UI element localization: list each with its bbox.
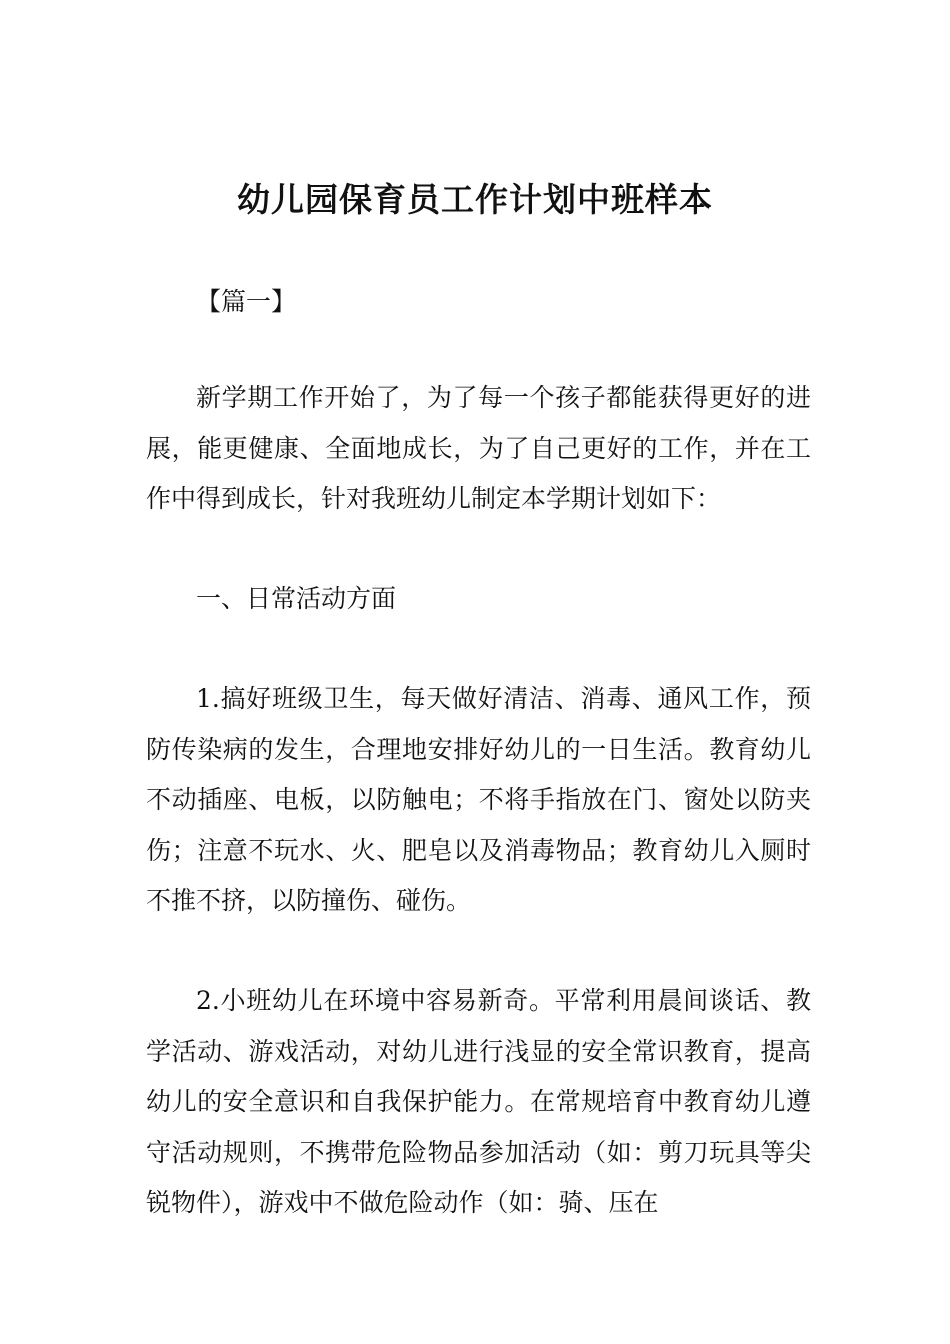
document-title: 幼儿园保育员工作计划中班样本 xyxy=(237,180,713,219)
intro-paragraph: 新学期工作开始了，为了每一个孩子都能获得更好的进展，能更健康、全面地成长，为了自己更好的工作，并在工作中得到成长，针对我班幼儿制定本学期计划如下： xyxy=(146,383,811,513)
list-item-2-paragraph: 2.小班幼儿在环境中容易新奇。平常利用晨间谈话、教学活动、游戏活动，对幼儿进行浅显的安全常识教育，提高幼儿的安全意识和自我保护能力。在常规培育中教育幼儿遵守活动规则，不携带危险物品参加活动（如：剪刀玩具等尖锐物件），游戏中不做危险动作（如：骑、压在 xyxy=(146,986,811,1217)
list-item-1-paragraph: 1.搞好班级卫生，每天做好清洁、消毒、通风工作，预防传染病的发生，合理地安排好幼儿的一日生活。教育幼儿不动插座、电板，以防触电；不将手指放在门、窗处以防夹伤；注意不玩水、火、肥皂以及消毒物品；教育幼儿入厕时不推不挤，以防撞伤、碰伤。 xyxy=(146,684,811,915)
section-label: 【篇一】 xyxy=(196,287,297,316)
section-heading: 一、日常活动方面 xyxy=(196,584,397,613)
